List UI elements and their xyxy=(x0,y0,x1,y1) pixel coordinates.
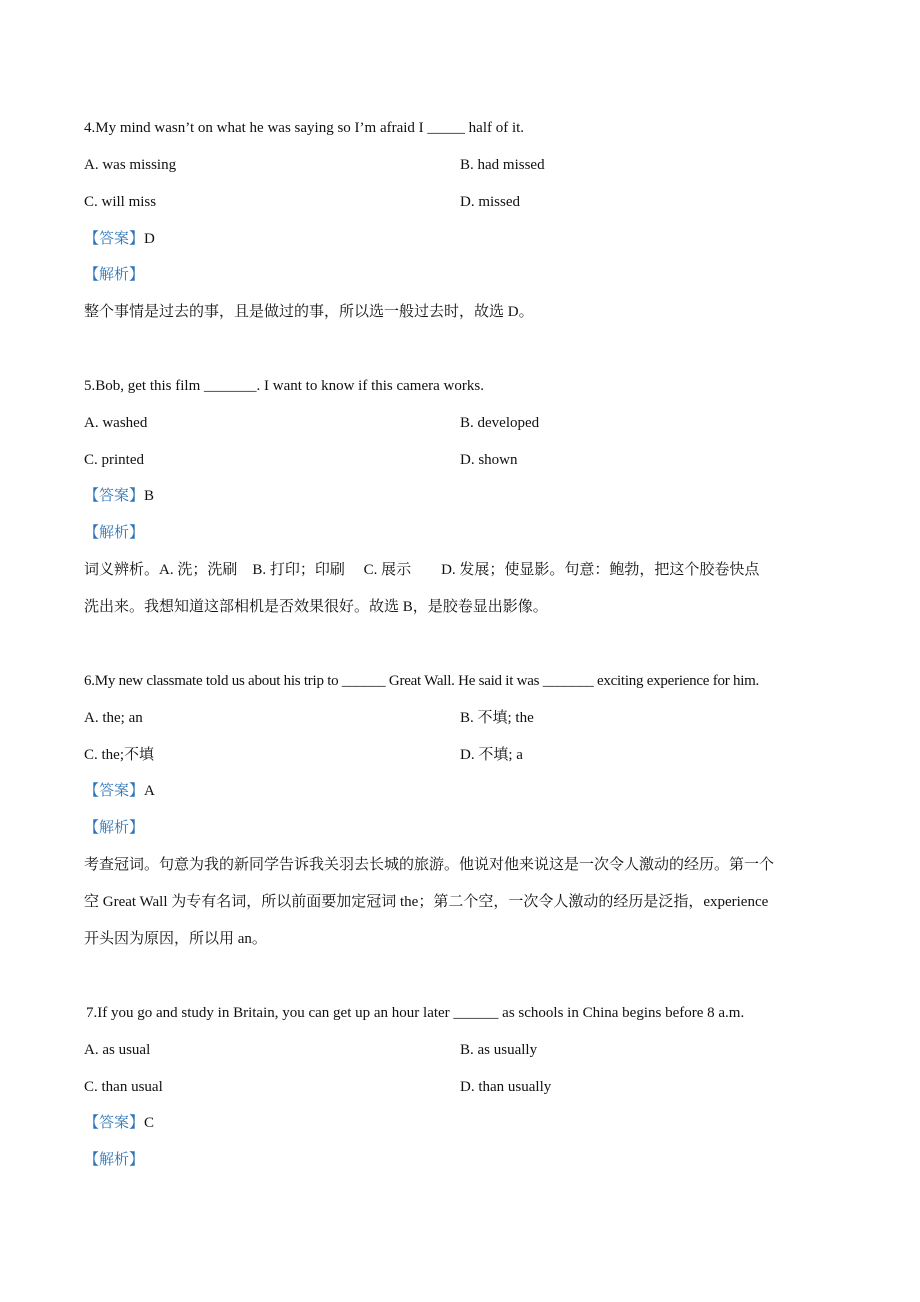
q4-analysis-label: 【解析】 xyxy=(84,267,145,283)
q4-option-d: D. missed xyxy=(460,194,520,210)
q5-answer xyxy=(84,486,154,506)
question-7-stem: 7.If you go and study in Britain, you can get up an hour later ______ as schools in China begins before 8 a.m. xyxy=(86,1005,745,1021)
q4-option-c: C. will miss xyxy=(84,194,157,210)
q7-option-c: C. than usual xyxy=(84,1079,163,1095)
q5-analysis-line-1: 词义辨析。A. 洗；洗刷 B. 打印；印刷 C. 展示 D. 发展；使显影。句意：鲍勃，把这个胶卷快点 xyxy=(84,562,760,578)
q5-option-b: B. developed xyxy=(460,415,540,431)
q7-option-a: A. as usual xyxy=(84,1042,151,1058)
q5-option-c: C. printed xyxy=(84,452,144,468)
answer-value: A xyxy=(144,783,155,799)
answer-label: 【答案】 xyxy=(84,783,145,799)
q4-answer xyxy=(84,229,155,249)
q6-option-d: D. 不填; a xyxy=(460,747,523,763)
q6-answer xyxy=(84,781,155,801)
q5-analysis-label: 【解析】 xyxy=(84,525,145,541)
answer-label: 【答案】 xyxy=(84,1115,145,1131)
question-5-stem: 5.Bob, get this film _______. I want to know if this camera works. xyxy=(84,378,484,394)
answer-value: D xyxy=(144,231,155,247)
q7-answer xyxy=(84,1113,154,1133)
q5-option-a: A. washed xyxy=(84,415,148,431)
question-4-stem: 4.My mind wasn’t on what he was saying so I’m afraid I _____ half of it. xyxy=(84,120,525,136)
q7-option-d: D. than usually xyxy=(460,1079,552,1095)
answer-label: 【答案】 xyxy=(84,488,145,504)
answer-label: 【答案】 xyxy=(84,231,145,247)
q6-analysis-label: 【解析】 xyxy=(84,820,145,836)
answer-value: B xyxy=(144,488,155,504)
q5-analysis-line-2: 洗出来。我想知道这部相机是否效果很好。故选 B，是胶卷显出影像。 xyxy=(84,599,548,615)
q6-option-b: B. 不填; the xyxy=(460,710,534,726)
q6-analysis-line-3: 开头因为原因，所以用 an。 xyxy=(84,931,267,947)
q6-option-a: A. the; an xyxy=(84,710,143,726)
q4-option-b: B. had missed xyxy=(460,157,545,173)
q4-analysis: 整个事情是过去的事，且是做过的事，所以选一般过去时，故选 D。 xyxy=(84,304,534,320)
q6-analysis-line-2: 空 Great Wall 为专有名词，所以前面要加定冠词 the；第二个空，一次令人激动的经历是泛指，experience xyxy=(84,894,769,910)
question-6-stem: 6.My new classmate told us about his trip to ______ Great Wall. He said it was _______ exciting experience for him. xyxy=(84,673,760,689)
q6-option-c: C. the;不填 xyxy=(84,747,154,763)
q6-analysis-line-1: 考查冠词。句意为我的新同学告诉我关羽去长城的旅游。他说对他来说这是一次令人激动的经历。第一个 xyxy=(84,857,775,873)
q4-option-a: A. was missing xyxy=(84,157,177,173)
q7-option-b: B. as usually xyxy=(460,1042,538,1058)
answer-value: C xyxy=(144,1115,155,1131)
q5-option-d: D. shown xyxy=(460,452,518,468)
q7-analysis-label: 【解析】 xyxy=(84,1152,145,1168)
